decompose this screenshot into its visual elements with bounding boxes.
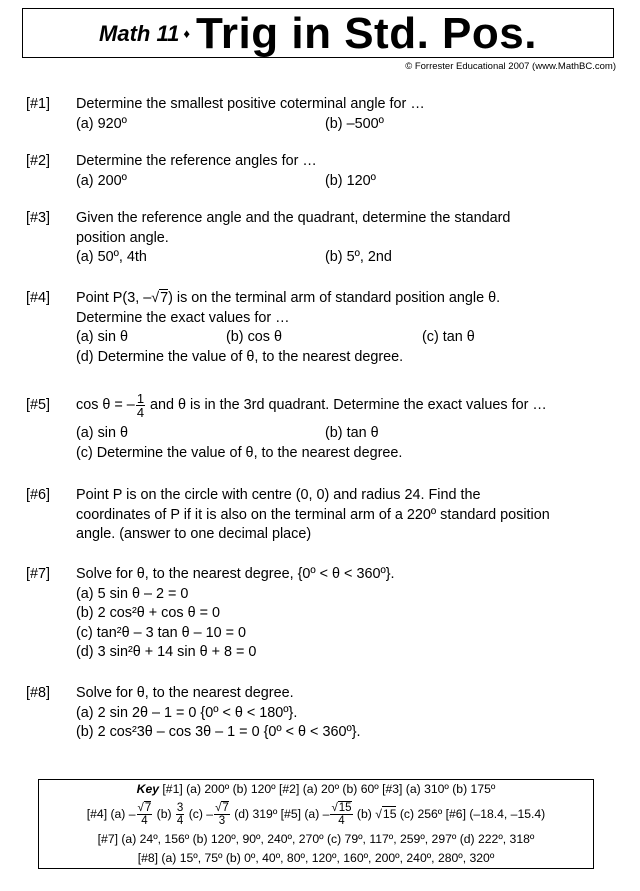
part-a: (a) 200º: [76, 172, 127, 189]
denominator: 4: [141, 815, 148, 828]
course-name: Math 11: [99, 21, 180, 46]
part-b: (b) 2 cos²3θ – cos 3θ – 1 = 0 {0º < θ < 360º}.: [76, 724, 361, 740]
parts-row: [76, 248, 636, 268]
copyright: © Forrester Educational 2007 (www.MathBC.com): [405, 61, 616, 72]
question-text: Solve for θ, to the nearest degree, {0º < θ < 360º}.: [76, 566, 395, 582]
part-c: (c) tan²θ – 3 tan θ – 10 = 0: [76, 624, 246, 641]
part-a: (a) sin θ: [76, 425, 128, 441]
key-line-2: [39, 799, 593, 830]
question-number: [#1]: [26, 96, 51, 112]
fraction: [136, 392, 145, 419]
fraction: [137, 802, 153, 827]
question-text: Given the reference angle and the quadrant, determine the standard: [76, 210, 511, 226]
key-text: [#1] (a) 200º (b) 120º [#2] (a) 20º (b) 60º [#3] (a) 310º (b) 175º: [159, 782, 496, 796]
key-text: (b): [153, 807, 175, 821]
part-a: (a) 920º: [76, 115, 127, 132]
part-a: (a) 5 sin θ – 2 = 0: [76, 585, 189, 602]
text-fragment: cos θ = –: [76, 397, 135, 413]
parts-row: [76, 424, 636, 444]
key-text: (c) –: [185, 807, 214, 821]
question-text: Determine the smallest positive coterminal angle for …: [76, 96, 425, 112]
key-line-4: [#8] (a) 15º, 75º (b) 0º, 40º, 80º, 120º, 160º, 200º, 240º, 280º, 320º: [137, 851, 495, 865]
question-number: [#2]: [26, 153, 51, 169]
denominator: 4: [136, 404, 145, 420]
question-text: [76, 386, 636, 424]
fraction: [330, 802, 352, 827]
diamond-icon: ♦: [183, 26, 190, 41]
part-c: (c) tan θ: [422, 329, 475, 345]
parts-row: [76, 172, 636, 192]
part-d: (d) Determine the value of θ, to the nearest degree.: [76, 348, 404, 365]
question-text: position angle.: [76, 229, 169, 246]
radicand: 7: [222, 802, 229, 815]
question-number: [#8]: [26, 685, 51, 701]
key-text: (d) 319º [#5] (a) –: [230, 807, 330, 821]
question-number: [#5]: [26, 397, 51, 413]
denominator: 4: [176, 815, 184, 828]
numerator: 1: [136, 390, 145, 406]
text-fragment: ) is on the terminal arm of standard position angle θ.: [168, 290, 501, 306]
part-c: (c) Determine the value of θ, to the nearest degree.: [76, 444, 403, 461]
sqrt-icon: √: [375, 807, 382, 821]
key-text: (b): [353, 807, 376, 821]
radicand: 15: [338, 802, 352, 815]
text-fragment: and θ is in the 3rd quadrant. Determine the exact values for …: [146, 397, 547, 413]
text-fragment: Point P(3, –: [76, 290, 152, 306]
key-line-1: [39, 780, 593, 799]
part-b: (b) tan θ: [325, 425, 379, 441]
question-number: [#6]: [26, 487, 51, 503]
numerator: √7: [137, 802, 152, 815]
question-text: Determine the exact values for …: [76, 309, 290, 326]
numerator: 3: [176, 802, 184, 815]
key-text: [#4] (a) –: [86, 807, 136, 821]
parts-row: [76, 115, 636, 135]
question-text: Point P is on the circle with centre (0, 0) and radius 24. Find the: [76, 487, 481, 503]
key-label: Key: [136, 782, 160, 796]
question-text: Solve for θ, to the nearest degree.: [76, 685, 294, 701]
question-number: [#7]: [26, 566, 51, 582]
question-text: [76, 289, 636, 309]
title-line: [23, 9, 613, 59]
parts-row: [76, 328, 636, 348]
part-b: (b) cos θ: [226, 329, 282, 345]
part-b: (b) –500º: [325, 115, 384, 132]
question-text: coordinates of P if it is also on the terminal arm of a 220º standard position: [76, 506, 550, 523]
part-d: (d) 3 sin²θ + 14 sin θ + 8 = 0: [76, 644, 257, 660]
question-number: [#3]: [26, 210, 51, 226]
question-text: Determine the reference angles for …: [76, 153, 317, 169]
part-b: (b) 5º, 2nd: [325, 249, 392, 265]
fraction: [176, 802, 184, 827]
denominator: 4: [338, 815, 345, 828]
fraction: [214, 802, 230, 827]
sqrt-icon: √: [151, 290, 160, 306]
part-b: (b) 2 cos²θ + cos θ = 0: [76, 605, 220, 621]
key-text: (c) 256º [#6] (–18.4, –15.4): [396, 807, 546, 821]
radicand: 7: [160, 290, 169, 306]
radicand: 7: [144, 802, 152, 815]
key-line-3: [#7] (a) 24º, 156º (b) 120º, 90º, 240º, 270º (c) 79º, 117º, 259º, 297º (d) 222º, 318º: [97, 832, 535, 846]
question-number: [#4]: [26, 290, 51, 306]
part-b: (b) 120º: [325, 172, 376, 189]
radicand: 15: [382, 807, 397, 821]
part-a: (a) 50º, 4th: [76, 249, 147, 265]
numerator: √15: [331, 802, 352, 815]
answer-key: [38, 779, 594, 869]
denominator: 3: [218, 815, 226, 828]
page-title: Trig in Std. Pos.: [195, 9, 537, 58]
title-box: [22, 8, 614, 58]
numerator: √7: [215, 802, 229, 815]
part-a: (a) sin θ: [76, 329, 128, 345]
part-a: (a) 2 sin 2θ – 1 = 0 {0º < θ < 180º}.: [76, 704, 298, 721]
question-text: angle. (answer to one decimal place): [76, 526, 312, 542]
